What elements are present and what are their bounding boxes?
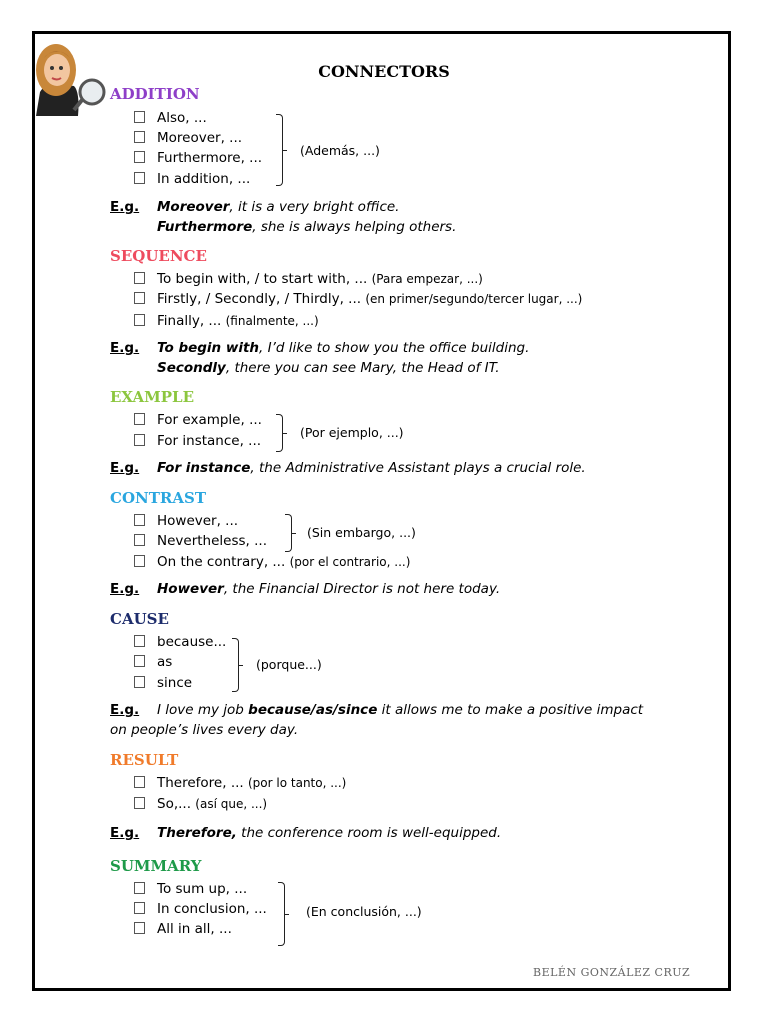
bullet-box-icon (134, 882, 145, 894)
list-item: So,... (así que, ...) (134, 796, 267, 812)
bullet-box-icon (134, 676, 145, 688)
list-item: Moreover, ... (134, 130, 242, 146)
bullet-box-icon (134, 655, 145, 667)
list-item: In addition, ... (134, 171, 250, 187)
list-item: Also, ... (134, 110, 207, 126)
bullet-box-icon (134, 776, 145, 788)
bullet-box-icon (134, 514, 145, 526)
heading-example: EXAMPLE (110, 388, 195, 406)
bullet-box-icon (134, 797, 145, 809)
list-item: since (134, 675, 192, 691)
bracket (232, 638, 239, 692)
heading-summary: SUMMARY (110, 857, 202, 875)
list-item: For example, ... (134, 412, 262, 428)
bracket (278, 882, 285, 946)
bullet-box-icon (134, 555, 145, 567)
list-item: However, ... (134, 513, 238, 529)
eg-label: E.g. (110, 340, 140, 356)
example-sentence: Furthermore, she is always helping others. (157, 219, 457, 235)
bullet-box-icon (134, 922, 145, 934)
translation-gloss: (Por ejemplo, ...) (300, 425, 404, 440)
example-sentence: To begin with, I’d like to show you the office building. (157, 340, 530, 356)
list-item: Finally, ... (finalmente, ...) (134, 313, 319, 329)
heading-contrast: CONTRAST (110, 489, 206, 507)
heading-addition: ADDITION (110, 85, 200, 103)
bracket (285, 514, 292, 552)
translation-gloss: (Sin embargo, ...) (307, 525, 416, 540)
translation-gloss: (Además, ...) (300, 143, 380, 158)
bullet-box-icon (134, 534, 145, 546)
heading-sequence: SEQUENCE (110, 247, 207, 265)
bullet-box-icon (134, 151, 145, 163)
list-item: All in all, ... (134, 921, 232, 937)
bullet-box-icon (134, 413, 145, 425)
list-item: as (134, 654, 172, 670)
bullet-box-icon (134, 172, 145, 184)
example-sentence: I love my job because/as/since it allows me to make a positive impact (157, 702, 644, 718)
list-item: Therefore, ... (por lo tanto, ...) (134, 775, 346, 791)
bullet-box-icon (134, 111, 145, 123)
list-item: On the contrary, ... (por el contrario, ...) (134, 554, 410, 570)
heading-cause: CAUSE (110, 610, 169, 628)
bracket (276, 414, 283, 452)
list-item: For instance, ... (134, 433, 261, 449)
page-title: CONNECTORS (318, 62, 450, 81)
bullet-box-icon (134, 131, 145, 143)
heading-result: RESULT (110, 751, 179, 769)
example-sentence: Therefore, the conference room is well-equipped. (157, 825, 502, 841)
list-item: To begin with, / to start with, ... (Para empezar, ...) (134, 271, 483, 287)
eg-label: E.g. (110, 825, 140, 841)
bracket (276, 114, 283, 186)
bullet-box-icon (134, 272, 145, 284)
translation-gloss: (porque...) (256, 657, 322, 672)
example-sentence: However, the Financial Director is not here today. (157, 581, 501, 597)
example-sentence: For instance, the Administrative Assistant plays a crucial role. (157, 460, 586, 476)
list-item: In conclusion, ... (134, 901, 267, 917)
eg-label: E.g. (110, 581, 140, 597)
bullet-box-icon (134, 314, 145, 326)
bullet-box-icon (134, 434, 145, 446)
bullet-box-icon (134, 902, 145, 914)
eg-label: E.g. (110, 702, 140, 718)
eg-label: E.g. (110, 199, 140, 215)
example-sentence: Secondly, there you can see Mary, the Head of IT. (157, 360, 500, 376)
example-sentence: Moreover, it is a very bright office. (157, 199, 400, 215)
list-item: To sum up, ... (134, 881, 247, 897)
example-sentence: on people’s lives every day. (110, 722, 299, 738)
bullet-box-icon (134, 292, 145, 304)
list-item: Furthermore, ... (134, 150, 262, 166)
author-signature: BELÉN GONZÁLEZ CRUZ (533, 966, 691, 979)
translation-gloss: (En conclusión, ...) (306, 904, 422, 919)
list-item: Nevertheless, ... (134, 533, 267, 549)
list-item: because... (134, 634, 226, 650)
eg-label: E.g. (110, 460, 140, 476)
bullet-box-icon (134, 635, 145, 647)
list-item: Firstly, / Secondly, / Thirdly, ... (en primer/segundo/tercer lugar, ...) (134, 291, 582, 307)
